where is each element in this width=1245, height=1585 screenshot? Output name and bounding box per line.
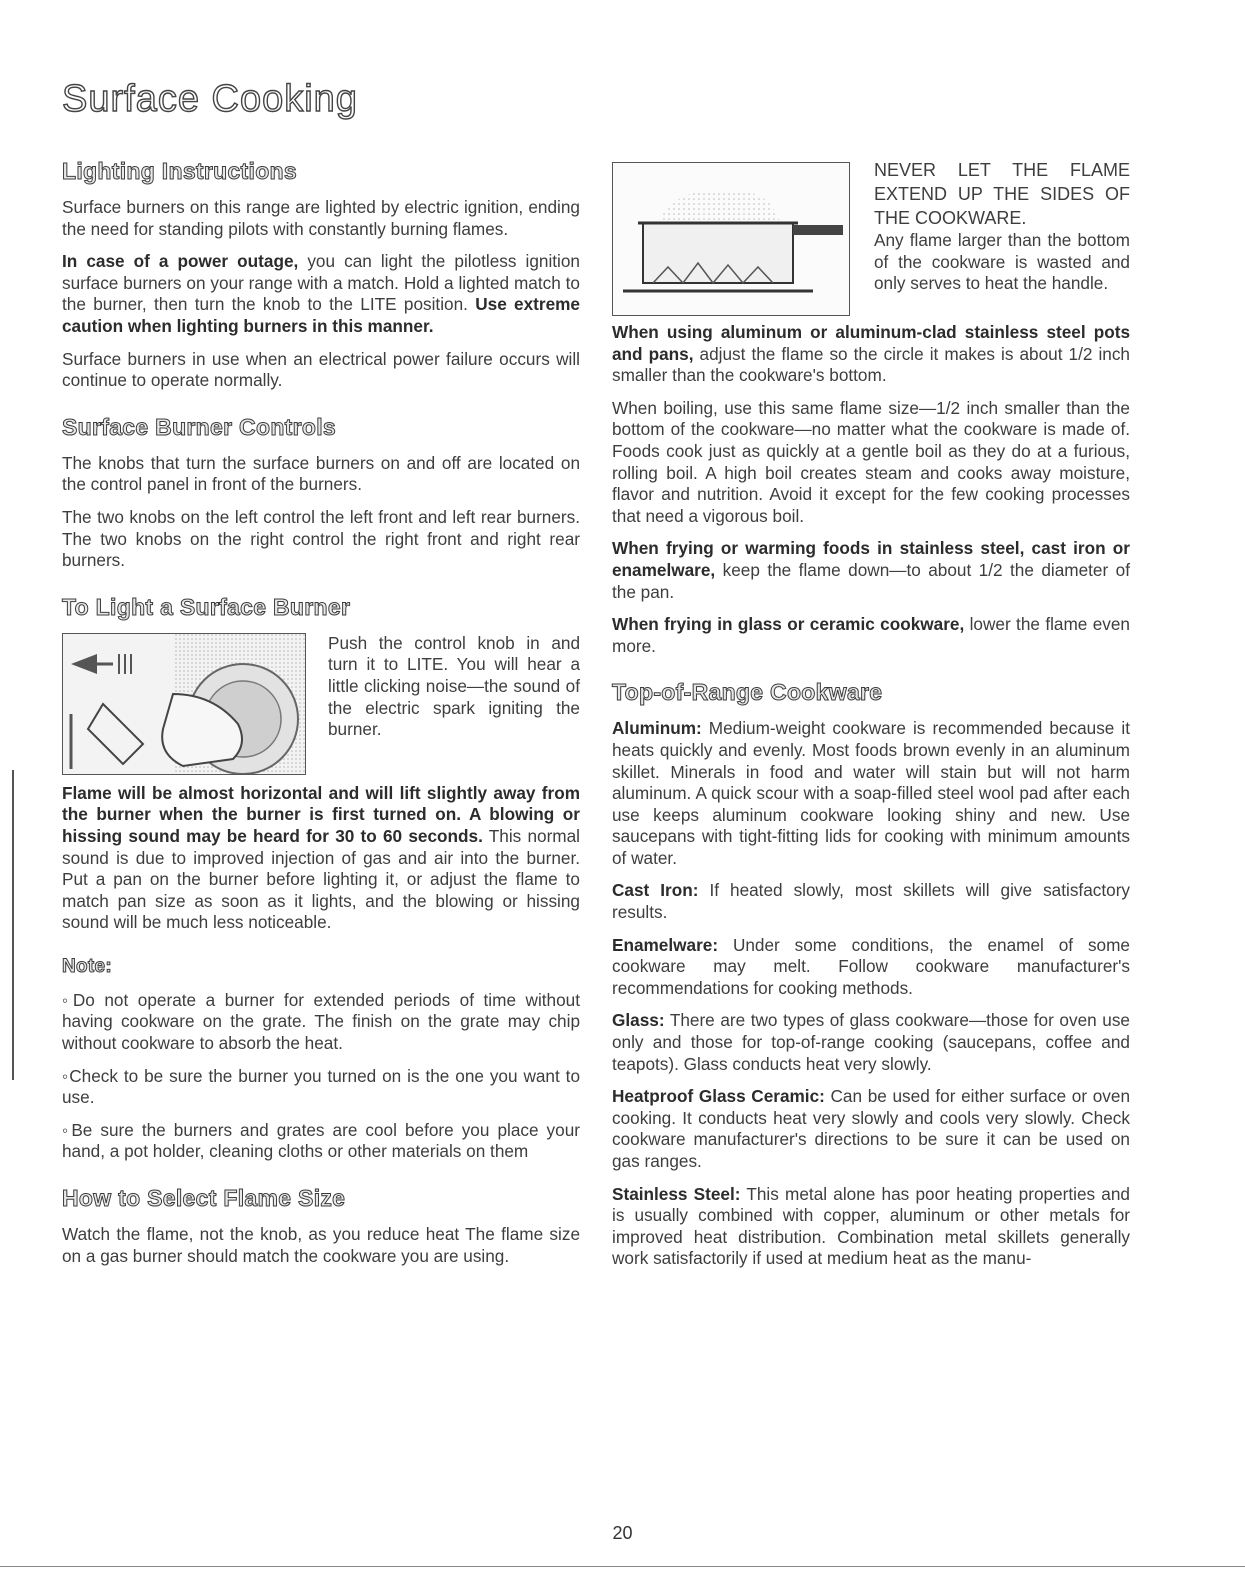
note-item: ◦ Check to be sure the burner you turned on is the one you want to use. bbox=[62, 1066, 580, 1109]
page-number: 20 bbox=[612, 1523, 633, 1543]
cookware-term: Stainless Steel: bbox=[612, 1183, 741, 1204]
light-burner-paragraph bbox=[62, 783, 580, 934]
cookware-description: Medium-weight cookware is recommended because it heats quickly and evenly. Most foods brown evenly in an aluminum skillet. Minerals in food and water will stain but will not harm aluminum. A quick scour with a soap-filled steel wool pad after each use keeps aluminum cookware looking shiny and new. Use saucepans with tight-fitting lids for cooking with minimum amounts of water. bbox=[612, 718, 1130, 868]
cookware-description: Under some conditions, the enamel of some cookware may melt. Follow cookware manufacturer's recommendations for cooking methods. bbox=[612, 934, 1130, 998]
controls-paragraph-2: The two knobs on the left control the left front and left rear burners. The two knobs on the right control the right front and right rear burners. bbox=[62, 506, 580, 571]
note-heading: Note: bbox=[62, 955, 113, 977]
cookware-item bbox=[612, 1086, 1130, 1172]
glass-frying-paragraph bbox=[612, 614, 1130, 657]
cookware-item bbox=[612, 1010, 1130, 1075]
hissing-explanation: This normal sound is due to improved injection of gas and air into the burner. Put a pan on the burner before lighting it, or adjust the flame to match pan size as soon as it lights, and the blowing or hissing sound will be much less noticeable. bbox=[62, 825, 580, 933]
lighting-paragraph-1: Surface burners on this range are lighted by electric ignition, ending the need for standing pilots with constantly burning flames. bbox=[62, 197, 580, 239]
cookware-item bbox=[612, 1184, 1130, 1270]
frying-text: keep the flame down—to about 1/2 the diameter of the pan. bbox=[612, 559, 1130, 602]
lighting-heading: Lighting Instructions bbox=[62, 158, 297, 184]
cookware-term: Enamelware: bbox=[612, 934, 719, 955]
cookware-item bbox=[612, 935, 1130, 1000]
cookware-description: Can be used for either surface or oven cooking. It conducts heat very slowly and cools very slowly. Check cookware manufacturer's directions to be sure it can be used on gas ranges. bbox=[612, 1086, 1130, 1171]
flame-warning-caps: NEVER LET THE FLAME EXTEND UP THE SIDES OF THE COOKWARE. bbox=[874, 160, 1130, 228]
controls-section bbox=[62, 414, 580, 572]
glass-frying-label: When frying in glass or ceramic cookware, bbox=[612, 614, 965, 635]
pan-illustration bbox=[612, 162, 850, 316]
flame-size-paragraph: Watch the flame, not the knob, as you reduce heat The flame size on a gas burner should match the cookware you are using. bbox=[62, 1224, 580, 1266]
hand-turning-knob-icon bbox=[63, 634, 305, 774]
knob-illustration bbox=[62, 633, 306, 775]
cookware-description: This metal alone has poor heating properties and is usually combined with copper, aluminum or other metals for improved heat distribution. Combination metal skillets generally work satisfactorily if used at medium heat as the manu- bbox=[612, 1183, 1130, 1269]
flame-size-section bbox=[62, 1185, 580, 1267]
flame-size-heading: How to Select Flame Size bbox=[62, 1185, 346, 1212]
saucepan-flame-icon bbox=[613, 163, 849, 315]
note-item: ◦ Do not operate a burner for extended periods of time without having cookware on the grate. The finish on the grate may chip without cookware to absorb the heat. bbox=[62, 990, 580, 1055]
boiling-paragraph: When boiling, use this same flame size—1/2 inch smaller than the bottom of the cookware—no matter what the cookware is made of. Foods cook just as quickly at a gentle boil as they do at a furious, rolling boil. A high boil creates steam and cooks away moisture, flavor and nutrition. Avoid it except for the few cooking processes that need a vigorous boil. bbox=[612, 397, 1130, 526]
cookware-section bbox=[612, 679, 1130, 1270]
light-burner-figure-text: Push the control knob in and turn it to LITE. You will hear a little clicking noise—the sound of the electric spark igniting the burner. bbox=[328, 632, 580, 740]
flame-warning-section bbox=[612, 158, 1130, 657]
cookware-term: Glass: bbox=[612, 1010, 665, 1031]
right-column bbox=[612, 158, 1130, 1292]
cookware-description: There are two types of glass cookware—those for oven use only and those for top-of-range cooking (saucepans, coffee and teapots). Glass conducts heat very slowly. bbox=[612, 1010, 1130, 1074]
cookware-item bbox=[612, 880, 1130, 923]
power-outage-label: In case of a power outage, bbox=[62, 251, 299, 272]
aluminum-flame-text: adjust the flame so the circle it makes is about 1/2 inch smaller than the cookware's bottom. bbox=[612, 343, 1130, 386]
page-title: Surface Cooking bbox=[62, 78, 358, 120]
cookware-description: If heated slowly, most skillets will give satisfactory results. bbox=[612, 880, 1131, 923]
lighting-paragraph-3: Surface burners in use when an electrical power failure occurs will continue to operate normally. bbox=[62, 348, 580, 391]
note-item: ◦ Be sure the burners and grates are cool before you place your hand, a pot holder, cleaning cloths or other materials on them bbox=[62, 1120, 580, 1163]
cookware-term: Cast Iron: bbox=[612, 880, 699, 901]
left-column bbox=[62, 158, 580, 1289]
aluminum-flame-label: When using aluminum or aluminum-clad stainless steel pots and pans, bbox=[612, 322, 1130, 364]
aluminum-flame-paragraph bbox=[612, 322, 1130, 387]
cookware-heading: Top-of-Range Cookware bbox=[612, 679, 883, 706]
controls-heading: Surface Burner Controls bbox=[62, 413, 337, 440]
bottom-rule bbox=[0, 1566, 1245, 1567]
frying-label: When frying or warming foods in stainless steel, cast iron or enamelware, bbox=[612, 538, 1130, 580]
cookware-term: Heatproof Glass Ceramic: bbox=[612, 1086, 825, 1107]
glass-frying-text: lower the flame even more. bbox=[612, 614, 1130, 656]
flame-behavior-text: Flame will be almost horizontal and will lift slightly away from the burner when the burner is first turned on. A blowing or hissing sound may be heard for 30 to 60 seconds. bbox=[62, 782, 580, 846]
note-section bbox=[62, 956, 580, 1163]
controls-paragraph-1: The knobs that turn the surface burners on and off are located on the control panel in front of the burners. bbox=[62, 452, 580, 495]
flame-warning-text: Any flame larger than the bottom of the cookware is wasted and only serves to heat the handle. bbox=[874, 230, 1130, 294]
frying-paragraph bbox=[612, 538, 1130, 603]
cookware-item bbox=[612, 718, 1130, 869]
caution-text: Use extreme caution when lighting burners in this manner. bbox=[62, 294, 580, 336]
power-outage-text: you can light the pilotless ignition surface burners on your range with a match. Hold a lighted match to the burner, then turn the knob to the LITE position. bbox=[62, 251, 580, 315]
scan-edge-mark bbox=[12, 770, 14, 1080]
lighting-paragraph-2 bbox=[62, 251, 580, 337]
light-burner-section bbox=[62, 594, 580, 934]
lighting-section bbox=[62, 158, 580, 392]
cookware-term: Aluminum: bbox=[612, 718, 702, 739]
light-burner-heading: To Light a Surface Burner bbox=[62, 593, 351, 620]
